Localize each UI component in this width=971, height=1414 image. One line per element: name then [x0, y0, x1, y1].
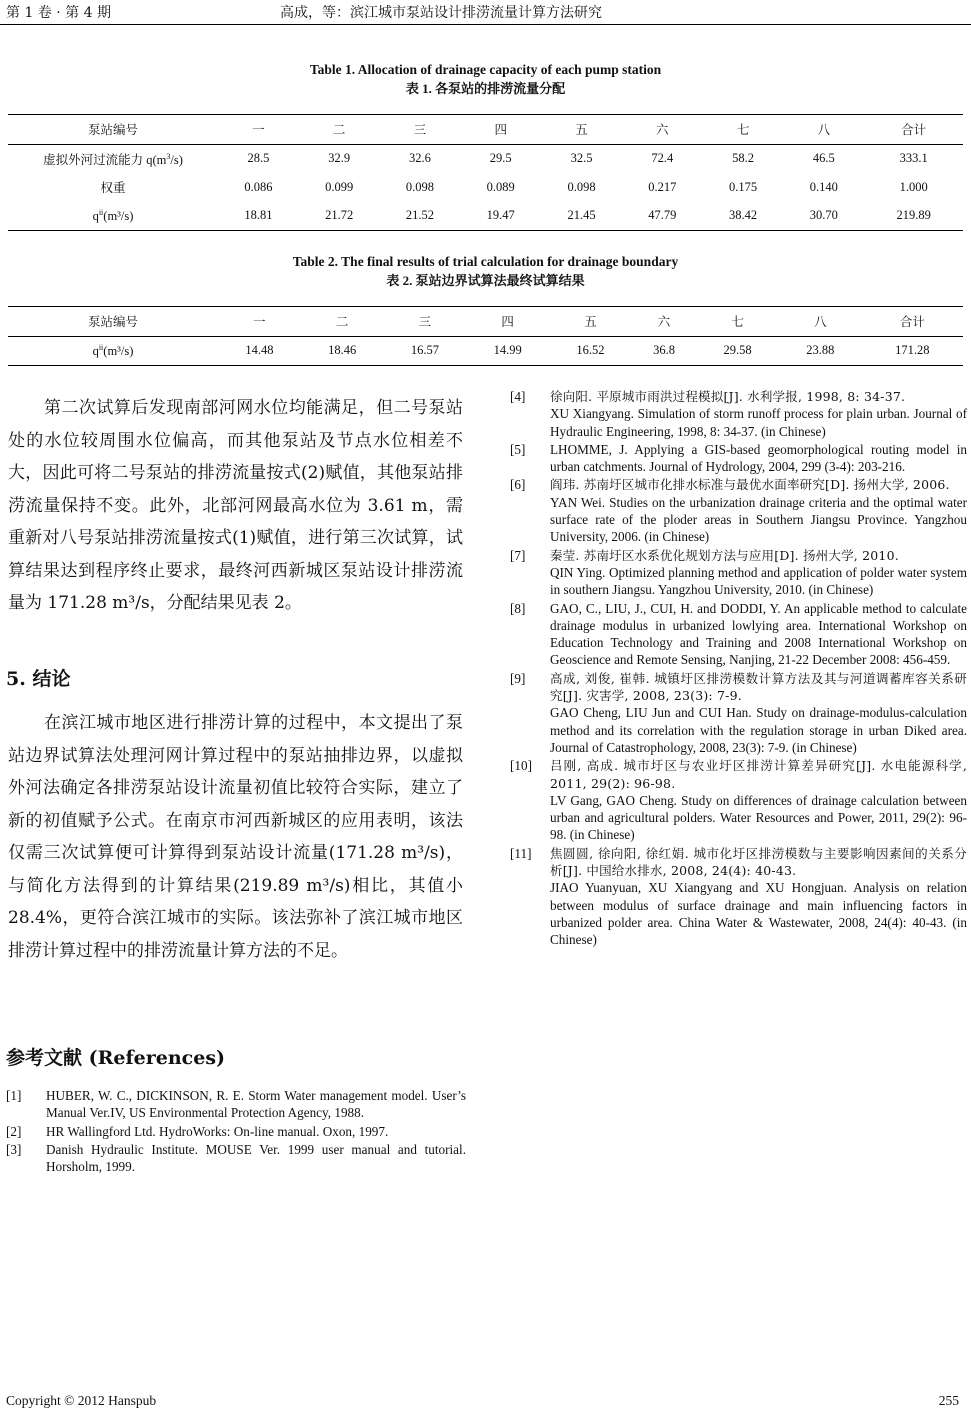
column-header: 泵站编号 — [8, 307, 218, 337]
reference-item — [510, 476, 967, 545]
table-cell: 38.42 — [703, 202, 784, 231]
reference-text-en: GAO Cheng, LIU Jun and CUI Han. Study on drainage-modulus-calculation method and its correlation with the regulation storage in urban Diked area. Journal of Catastrophology, 2008, 23(3): 7-9. (in Chinese) — [550, 705, 967, 755]
table-header-row — [8, 115, 963, 145]
table-cell: 1.000 — [899, 179, 928, 194]
reference-text-en: LV Gang, GAO Cheng. Study on differences of drainage calculation between urban and agricultural polders. Water Resources and Power, 2011, 29(2): 96-98. (in Chinese) — [550, 792, 967, 843]
table1-caption-zh: 表 1. 各泵站的排涝流量分配 — [405, 81, 566, 96]
table-cell: 47.79 — [622, 202, 703, 231]
reference-number: [8] — [510, 600, 526, 616]
reference-item — [510, 670, 967, 756]
table1-caption-en: Table 1. Allocation of drainage capacity of each pump station — [309, 62, 662, 77]
section-heading-conclusion: 5. 结论 — [6, 668, 71, 690]
table-cell: 171.28 — [862, 336, 963, 366]
reference-number: [1] — [6, 1088, 22, 1103]
column-header: 二 — [301, 307, 384, 337]
column-header: 合计 — [862, 307, 963, 337]
table-cell: 0.086 — [244, 179, 273, 194]
reference-body — [46, 1087, 466, 1122]
reference-body — [550, 441, 967, 476]
table-cell: 16.52 — [549, 336, 632, 366]
reference-text-en: Danish Hydraulic Institute. MOUSE Ver. 1999 user manual and tutorial. Horsholm, 1999. — [46, 1141, 466, 1175]
reference-number: [4] — [510, 389, 526, 404]
table-cell: 32.9 — [328, 151, 351, 166]
reference-text-zh: 吕刚, 高成. 城市圩区与农业圩区排涝计算差异研究[J]. 水电能源科学, 2011, 29(2): 96-98. — [550, 758, 967, 791]
table-cell: 30.70 — [783, 202, 864, 231]
article-running-title: 高成，等：滨江城市泵站设计排涝流量计算方法研究 — [280, 5, 602, 21]
table-cell: 18.81 — [218, 202, 299, 231]
table-cell: 32.6 — [409, 151, 431, 166]
table2-caption-en: Table 2. The final results of trial calculation for drainage boundary — [292, 254, 679, 269]
table-cell: 0.140 — [809, 179, 838, 194]
row-label: $q^{ii}(m^3/s)$ — [8, 202, 218, 231]
table-cell: 46.5 — [812, 151, 835, 166]
header-rule — [0, 24, 971, 25]
column-header: 七 — [703, 115, 784, 145]
reference-text-en: QIN Ying. Optimized planning method and application of polder water system in southern Jiangsu. Yangzhou University, 2010. (in Chinese) — [550, 564, 967, 598]
reference-number: [3] — [6, 1141, 22, 1157]
column-header: 泵站编号 — [8, 115, 218, 145]
table-cell: 28.5 — [247, 151, 270, 166]
table-cell: 21.45 — [541, 202, 622, 231]
journal-issue: 第 1 卷 · 第 4 期 — [6, 5, 111, 21]
table-header-row — [8, 307, 963, 337]
reference-body — [550, 547, 967, 599]
table-cell: 19.47 — [460, 202, 541, 231]
reference-item — [510, 757, 967, 843]
reference-number: [7] — [510, 547, 526, 563]
running-header — [0, 0, 971, 22]
reference-number: [9] — [510, 670, 526, 686]
table-cell: 23.88 — [779, 336, 862, 366]
column-header: 八 — [779, 307, 862, 337]
table-cell: 14.99 — [466, 336, 549, 366]
reference-item — [6, 1123, 466, 1140]
reference-item — [510, 388, 967, 440]
reference-item — [510, 845, 967, 949]
reference-body — [46, 1141, 466, 1176]
table2 — [8, 306, 963, 366]
table1-caption — [0, 62, 971, 97]
reference-text-en: GAO, C., LIU, J., CUI, H. and DODDI, Y. An applicable method to calculate drainage modulus in urbanized lowlying area. International Workshop on Education Technology and Training and 2008 International Workshop on Geoscience and Remote Sensing, Nanjing, 21-22 December 2008: 456-459. — [550, 600, 967, 668]
paragraph-conclusion — [8, 707, 463, 967]
paragraph-text: 在滨江城市地区进行排涝计算的过程中，本文提出了泵站边界试算法处理河网计算过程中的泵站抽排边界，以虚拟外河法确定各排涝泵站设计流量初值比较符合实际，建立了新的初值赋予公式。在南京市河西新城区的应用表明，该法仅需三次试算便可计算得到泵站设计流量(171.28 m³/s)，与简化方法得到的计算结果(219.89 m³/s)相比，其值小 28.4%，更符合滨江城市的实际。该法弥补了滨江城市地区排涝计算过程中的排涝流量计算方法的不足。 — [8, 713, 463, 961]
reference-text-en: HUBER, W. C., DICKINSON, R. E. Storm Water management model. User’s Manual Ver.IV, US Environmental Protection Agency, 1988. — [46, 1088, 466, 1121]
table-cell: 36.8 — [632, 336, 696, 366]
table-cell: 0.099 — [325, 179, 354, 194]
reference-body — [550, 845, 967, 949]
paragraph-trial-results — [8, 392, 463, 620]
column-header: 三 — [384, 307, 467, 337]
table-cell: 0.175 — [729, 179, 758, 194]
column-header: 六 — [632, 307, 696, 337]
table-cell: 29.58 — [696, 336, 779, 366]
table2-caption-zh: 表 2. 泵站边界试算法最终试算结果 — [386, 273, 585, 288]
reference-number: [5] — [510, 441, 526, 457]
table-row — [8, 336, 963, 366]
reference-number: [2] — [6, 1123, 22, 1139]
table-cell: 18.46 — [301, 336, 384, 366]
reference-number: [6] — [510, 477, 526, 493]
table-cell: 0.098 — [567, 179, 596, 194]
table-cell: 58.2 — [732, 151, 755, 166]
paragraph-text: 第二次试算后发现南部河网水位均能满足，但二号泵站处的水位较周围水位偏高，而其他泵站及节点水位相差不大，因此可将二号泵站的排涝流量按式(2)赋值，其他泵站排涝流量保持不变。此外，北部河网最高水位为 3.61 m，需重新对八号泵站排涝流量按式(1)赋值，进行第三次试算，试算结果达到程序终止要求，最终河西新城区泵站设计排涝流量为 171.28 m³/s，分配结果见表 2。 — [8, 398, 463, 613]
page-number: 255 — [938, 1393, 959, 1408]
table-cell: 14.48 — [218, 336, 301, 366]
references-left-column — [6, 1087, 466, 1176]
table-cell: 32.5 — [570, 151, 593, 166]
reference-item — [6, 1141, 466, 1176]
column-header: 八 — [783, 115, 864, 145]
references-heading: 参考文献 (References) — [6, 1047, 226, 1069]
reference-body — [550, 476, 967, 545]
table-cell: 21.52 — [380, 202, 461, 231]
reference-text-zh: 焦圆圆, 徐向阳, 徐红娟. 城市化圩区排涝模数与主要影响因素间的关系分析[J]. 中国给水排水, 2008, 24(4): 40-43. — [550, 845, 967, 879]
table-cell: 16.57 — [384, 336, 467, 366]
reference-number: [11] — [510, 845, 532, 861]
table1 — [8, 114, 963, 231]
column-header: 一 — [218, 115, 299, 145]
reference-text-zh: 高成, 刘俊, 崔韩. 城镇圩区排涝模数计算方法及其与河道调蓄库容关系研究[J]. 灾害学, 2008, 23(3): 7-9. — [550, 670, 967, 704]
reference-body — [46, 1123, 466, 1140]
reference-text-en: XU Xiangyang. Simulation of storm runoff process for plain urban. Journal of Hydraulic Engineering, 1998, 8: 34-37. (in Chinese) — [550, 406, 967, 439]
reference-item — [6, 1087, 466, 1122]
reference-number: [10] — [510, 758, 532, 774]
table-row — [8, 202, 963, 231]
table-cell: 29.5 — [489, 151, 512, 166]
row-label: 虚拟外河过流能力 $q(m^3/s)$ — [43, 151, 183, 167]
copyright-notice: Copyright © 2012 Hanspub — [6, 1393, 157, 1408]
column-header: 六 — [622, 115, 703, 145]
column-header: 四 — [466, 307, 549, 337]
table-cell: 0.217 — [648, 179, 677, 194]
row-label: 权重 — [100, 181, 126, 196]
table-cell: 21.72 — [299, 202, 380, 231]
reference-body — [550, 670, 967, 756]
reference-text-zh: 阎玮. 苏南圩区城市化排水标准与最优水面率研究[D]. 扬州大学, 2006. — [550, 477, 950, 493]
references-right-column — [510, 388, 967, 950]
reference-body — [550, 757, 967, 843]
table-row — [8, 173, 963, 202]
table-row — [8, 144, 963, 173]
column-header: 合计 — [864, 115, 963, 145]
reference-text-en: HR Wallingford Ltd. HydroWorks: On-line manual. Oxon, 1997. — [46, 1123, 389, 1139]
reference-body — [550, 600, 967, 669]
reference-text-en: LHOMME, J. Applying a GIS-based geomorphological routing model in urban catchments. Journal of Hydrology, 2004, 299 (3-4): 203-216. — [550, 441, 967, 475]
column-header: 二 — [299, 115, 380, 145]
row-label: $q^{ii}(m^3/s)$ — [8, 336, 218, 366]
reference-item — [510, 441, 967, 476]
table2-caption — [0, 254, 971, 289]
table-cell: 72.4 — [651, 151, 674, 166]
reference-text-zh: 秦莹. 苏南圩区水系优化规划方法与应用[D]. 扬州大学, 2010. — [550, 547, 899, 563]
column-header: 五 — [541, 115, 622, 145]
reference-item — [510, 600, 967, 669]
reference-item — [510, 547, 967, 599]
column-header: 五 — [549, 307, 632, 337]
reference-text-zh: 徐向阳. 平原城市雨洪过程模拟[J]. 水利学报, 1998, 8: 34-37. — [550, 389, 906, 404]
column-header: 一 — [218, 307, 301, 337]
column-header: 七 — [696, 307, 779, 337]
reference-body — [550, 388, 967, 440]
reference-text-en: YAN Wei. Studies on the urbanization drainage criteria and the optimal water surface rate of the ploder areas in Southern Jiangsu Province. Yangzhou University, 2006. (in Chinese) — [550, 494, 967, 545]
table-cell: 219.89 — [864, 202, 963, 231]
reference-text-en: JIAO Yuanyuan, XU Xiangyang and XU Hongjuan. Analysis on relation between modulus of surface drainage and main influencing factors in urbanized polder area. China Water & Wastewater, 2008, 24(4): 40-43. (in Chinese) — [550, 880, 967, 948]
table-cell: 0.089 — [486, 179, 515, 194]
column-header: 四 — [460, 115, 541, 145]
table-cell: 333.1 — [899, 151, 928, 166]
table-cell: 0.098 — [405, 179, 435, 194]
column-header: 三 — [380, 115, 461, 145]
